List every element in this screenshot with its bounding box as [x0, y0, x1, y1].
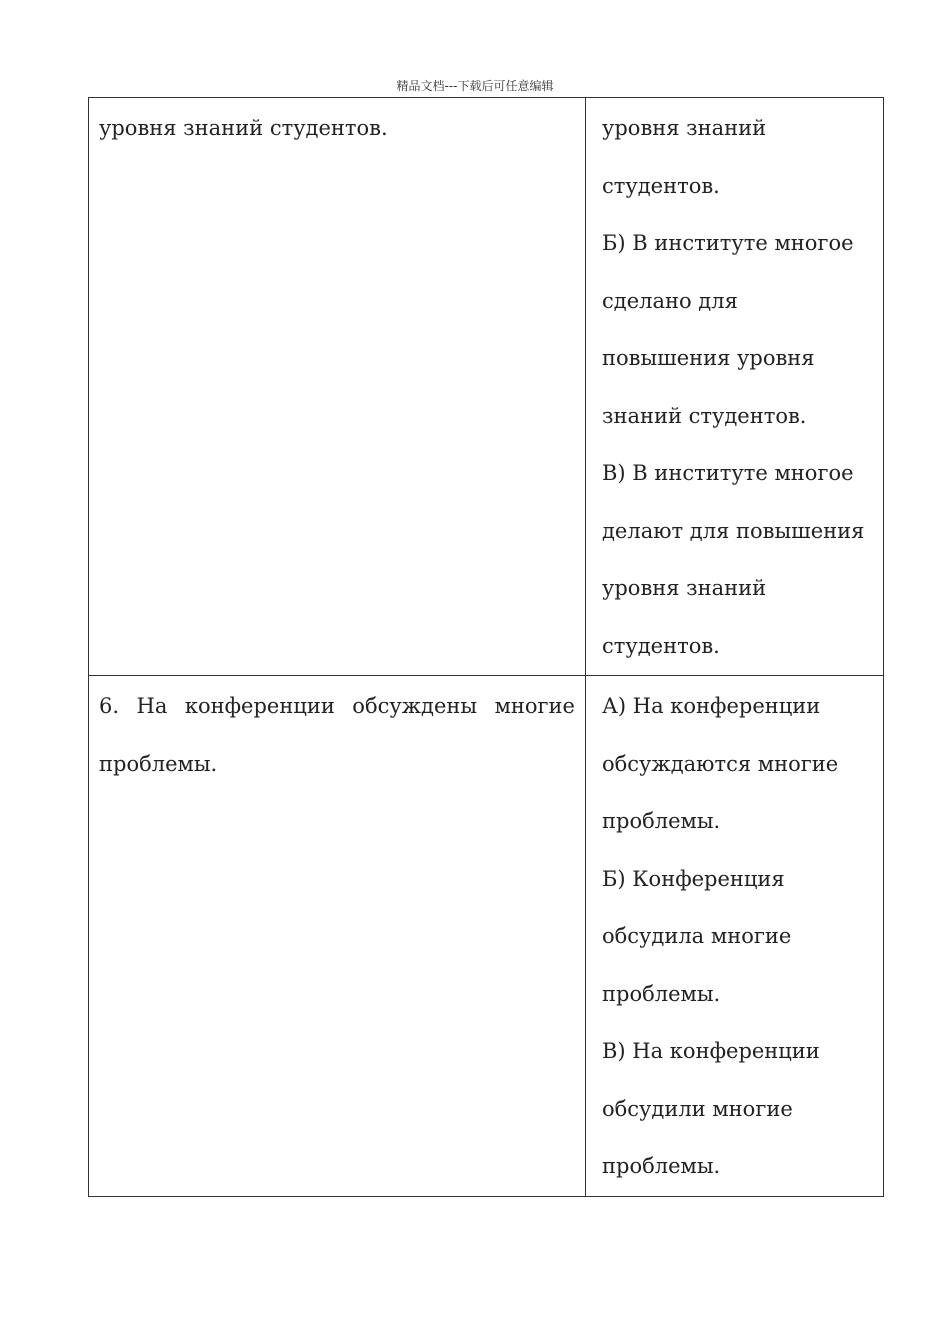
option-line: обсудила многие — [602, 924, 792, 948]
sentence-line: уровня знаний студентов. — [99, 116, 388, 140]
source-sentence-cell — [89, 676, 586, 1197]
option-line: делают для повышения — [602, 518, 865, 543]
option-line: обсуждаются многие — [602, 751, 839, 776]
option-line: проблемы. — [602, 981, 721, 1006]
answer-options-cell — [586, 98, 884, 676]
sentence-word: обсуждены — [352, 694, 478, 718]
option-line: студентов. — [602, 173, 720, 198]
option-line: Б) В институте многое — [602, 231, 854, 255]
option-line: В) В институте многое — [602, 461, 854, 485]
item-number: 6. — [99, 694, 120, 718]
option-line: Б) Конференция — [602, 866, 785, 891]
sentence-line: проблемы. — [99, 751, 218, 776]
table-row — [89, 98, 884, 676]
option-line: В) На конференции — [602, 1039, 820, 1063]
sentence-word: На — [136, 694, 168, 718]
option-line: сделано для — [602, 288, 738, 313]
option-line: студентов. — [602, 633, 720, 658]
option-line: уровня знаний — [602, 116, 767, 140]
page-header: 精品文档---下载后可任意编辑 — [396, 79, 554, 93]
option-line: знаний студентов. — [602, 403, 807, 428]
source-sentence-cell — [89, 98, 586, 676]
option-line: уровня знаний — [602, 576, 767, 600]
option-line: повышения уровня — [602, 346, 815, 370]
sentence-word: конференции — [184, 694, 335, 718]
table-row — [89, 676, 884, 1197]
option-line: проблемы. — [602, 1154, 721, 1178]
answer-options-cell — [586, 676, 884, 1197]
option-line: обсудили многие — [602, 1096, 793, 1121]
sentence-line — [99, 678, 575, 736]
exercise-table — [88, 97, 884, 1197]
option-line: А) На конференции — [602, 694, 821, 718]
sentence-word: многие — [494, 694, 575, 718]
option-line: проблемы. — [602, 809, 721, 833]
